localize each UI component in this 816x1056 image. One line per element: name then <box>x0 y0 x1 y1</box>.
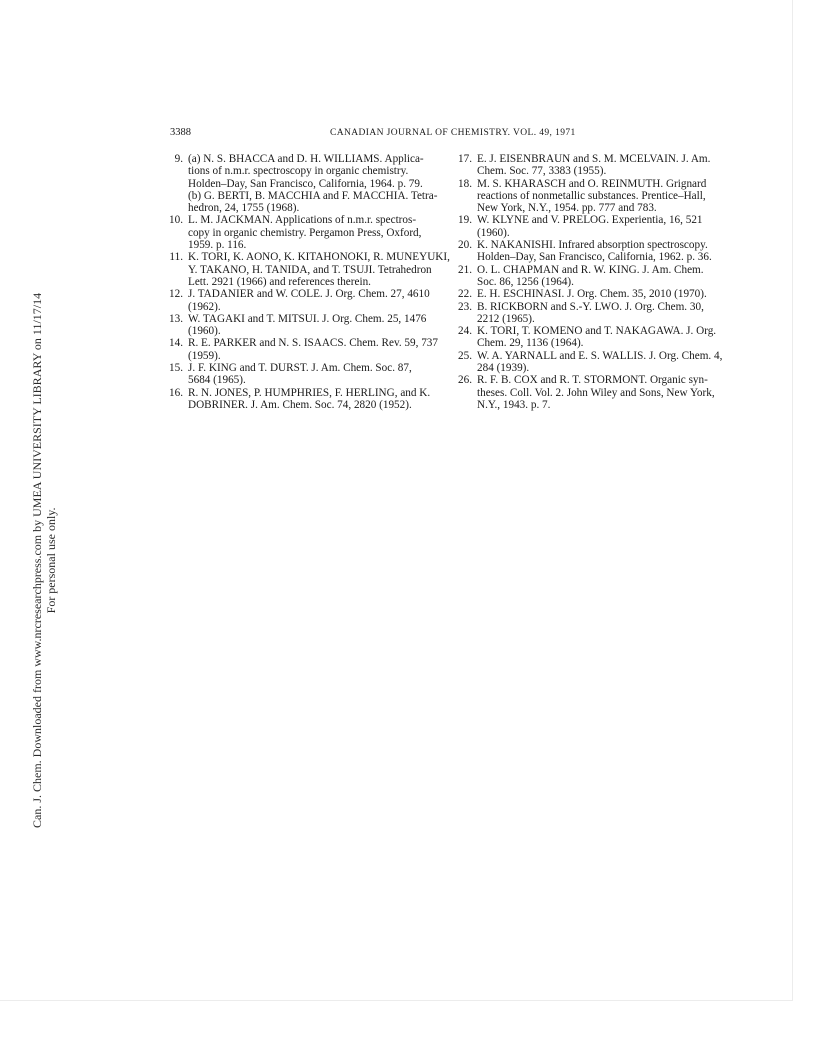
reference-text-line: R. N. JONES, P. HUMPHRIES, F. HERLING, and K. <box>188 386 431 399</box>
watermark-line-1: Can. J. Chem. Downloaded from www.nrcresearchpress.com by UMEA UNIVERSITY LIBRARY on 11/17/14 <box>30 292 44 828</box>
reference-text-line: (1960). <box>477 226 510 239</box>
reference-number: 24. <box>458 325 472 338</box>
reference-item <box>167 153 450 214</box>
reference-text-line: New York, N.Y., 1954. pp. 777 and 783. <box>477 202 657 215</box>
reference-text-line: reactions of nonmetallic substances. Prentice–Hall, <box>477 189 706 202</box>
reference-number: 9. <box>174 153 183 165</box>
reference-number: 13. <box>169 312 183 325</box>
reference-number: 25. <box>458 349 472 362</box>
reference-number: 14. <box>169 337 183 350</box>
reference-text-line: (a) N. S. BHACCA and D. H. WILLIAMS. Applica- <box>188 153 424 165</box>
reference-text-line: 2212 (1965). <box>477 312 535 325</box>
reference-text-line: Chem. 29, 1136 (1964). <box>477 337 584 350</box>
reference-text-line: W. A. YARNALL and E. S. WALLIS. J. Org. Chem. 4, <box>477 349 723 362</box>
reference-text-line: DOBRINER. J. Am. Chem. Soc. 74, 2820 (1952). <box>188 398 412 411</box>
reference-number: 21. <box>458 263 472 276</box>
reference-text-line: B. RICKBORN and S.-Y. LWO. J. Org. Chem. 30, <box>477 300 704 313</box>
reference-text-line: 284 (1939). <box>477 362 530 375</box>
reference-text-line: tions of n.m.r. spectroscopy in organic chemistry. <box>188 165 409 178</box>
reference-number: 17. <box>458 153 472 165</box>
running-head: CANADIAN JOURNAL OF CHEMISTRY. VOL. 49, 1971 <box>330 128 576 138</box>
reference-text-line: (b) G. BERTI, B. MACCHIA and F. MACCHIA. Tetra- <box>188 189 438 202</box>
reference-text-line: theses. Coll. Vol. 2. John Wiley and Sons, New York, <box>477 386 715 399</box>
reference-item <box>167 313 450 338</box>
reference-text-line: E. J. EISENBRAUN and S. M. MCELVAIN. J. Am. <box>477 153 711 165</box>
reference-text-line: K. NAKANISHI. Infrared absorption spectroscopy. <box>477 239 708 252</box>
reference-text-line: Holden–Day, San Francisco, California, 1962. p. 36. <box>477 251 712 264</box>
reference-text-line: E. H. ESCHINASI. J. Org. Chem. 35, 2010 (1970). <box>477 288 707 301</box>
reference-number: 10. <box>169 214 183 227</box>
reference-item <box>456 301 739 326</box>
references-left-column <box>167 153 450 411</box>
reference-item <box>167 288 450 313</box>
reference-text-line: (1962). <box>188 300 221 313</box>
reference-item <box>167 251 450 288</box>
reference-item <box>167 387 450 412</box>
reference-text-line: K. TORI, K. AONO, K. KITAHONOKI, R. MUNEYUKI, <box>188 251 450 264</box>
reference-number: 15. <box>169 362 183 375</box>
reference-number: 19. <box>458 214 472 227</box>
reference-text-line: (1960). <box>188 325 221 338</box>
reference-text-line: Chem. Soc. 77, 3383 (1955). <box>477 165 607 178</box>
references-right-column <box>456 153 739 411</box>
reference-item <box>456 350 739 375</box>
reference-text-line: M. S. KHARASCH and O. REINMUTH. Grignard <box>477 177 707 190</box>
reference-text-line: Y. TAKANO, H. TANIDA, and T. TSUJI. Tetrahedron <box>188 263 432 276</box>
reference-item <box>167 214 450 251</box>
page-number: 3388 <box>170 127 191 138</box>
reference-item <box>456 264 739 289</box>
reference-text-line: (1959). <box>188 349 221 362</box>
reference-text-line: W. KLYNE and V. PRELOG. Experientia, 16, 521 <box>477 214 703 227</box>
reference-text-line: 1959. p. 116. <box>188 239 247 252</box>
reference-item <box>456 239 739 264</box>
reference-text-line: N.Y., 1943. p. 7. <box>477 398 551 411</box>
reference-number: 23. <box>458 300 472 313</box>
reference-text-line: L. M. JACKMAN. Applications of n.m.r. spectros- <box>188 214 417 227</box>
reference-text-line: J. TADANIER and W. COLE. J. Org. Chem. 27, 4610 <box>188 288 430 301</box>
reference-item <box>456 288 739 300</box>
reference-text-line: Lett. 2921 (1966) and references therein. <box>188 275 371 288</box>
reference-item <box>456 325 739 350</box>
reference-item <box>167 362 450 387</box>
reference-text-line: K. TORI, T. KOMENO and T. NAKAGAWA. J. Org. <box>477 325 717 338</box>
reference-item <box>456 178 739 215</box>
reference-text-line: 5684 (1965). <box>188 374 246 387</box>
download-watermark <box>30 293 58 828</box>
reference-text-line: hedron, 24, 1755 (1968). <box>188 202 300 215</box>
reference-text-line: copy in organic chemistry. Pergamon Press, Oxford, <box>188 226 422 239</box>
reference-item <box>167 337 450 362</box>
reference-item <box>456 374 739 411</box>
reference-number: 26. <box>458 374 472 387</box>
reference-number: 22. <box>458 288 472 301</box>
reference-number: 11. <box>169 251 183 264</box>
reference-item <box>456 214 739 239</box>
reference-text-line: Holden–Day, San Francisco, California, 1964. p. 79. <box>188 177 423 190</box>
reference-text-line: O. L. CHAPMAN and R. W. KING. J. Am. Chem. <box>477 263 704 276</box>
reference-number: 18. <box>458 177 472 190</box>
reference-text-line: W. TAGAKI and T. MITSUI. J. Org. Chem. 25, 1476 <box>188 312 427 325</box>
reference-text-line: R. F. B. COX and R. T. STORMONT. Organic syn- <box>477 374 708 387</box>
reference-number: 20. <box>458 239 472 252</box>
reference-number: 16. <box>169 386 183 399</box>
reference-number: 12. <box>169 288 183 301</box>
reference-text-line: R. E. PARKER and N. S. ISAACS. Chem. Rev. 59, 737 <box>188 337 438 350</box>
reference-text-line: Soc. 86, 1256 (1964). <box>477 275 574 288</box>
reference-text-line: J. F. KING and T. DURST. J. Am. Chem. Soc. 87, <box>188 362 412 375</box>
watermark-line-2: For personal use only. <box>44 507 58 614</box>
reference-item <box>456 153 739 178</box>
